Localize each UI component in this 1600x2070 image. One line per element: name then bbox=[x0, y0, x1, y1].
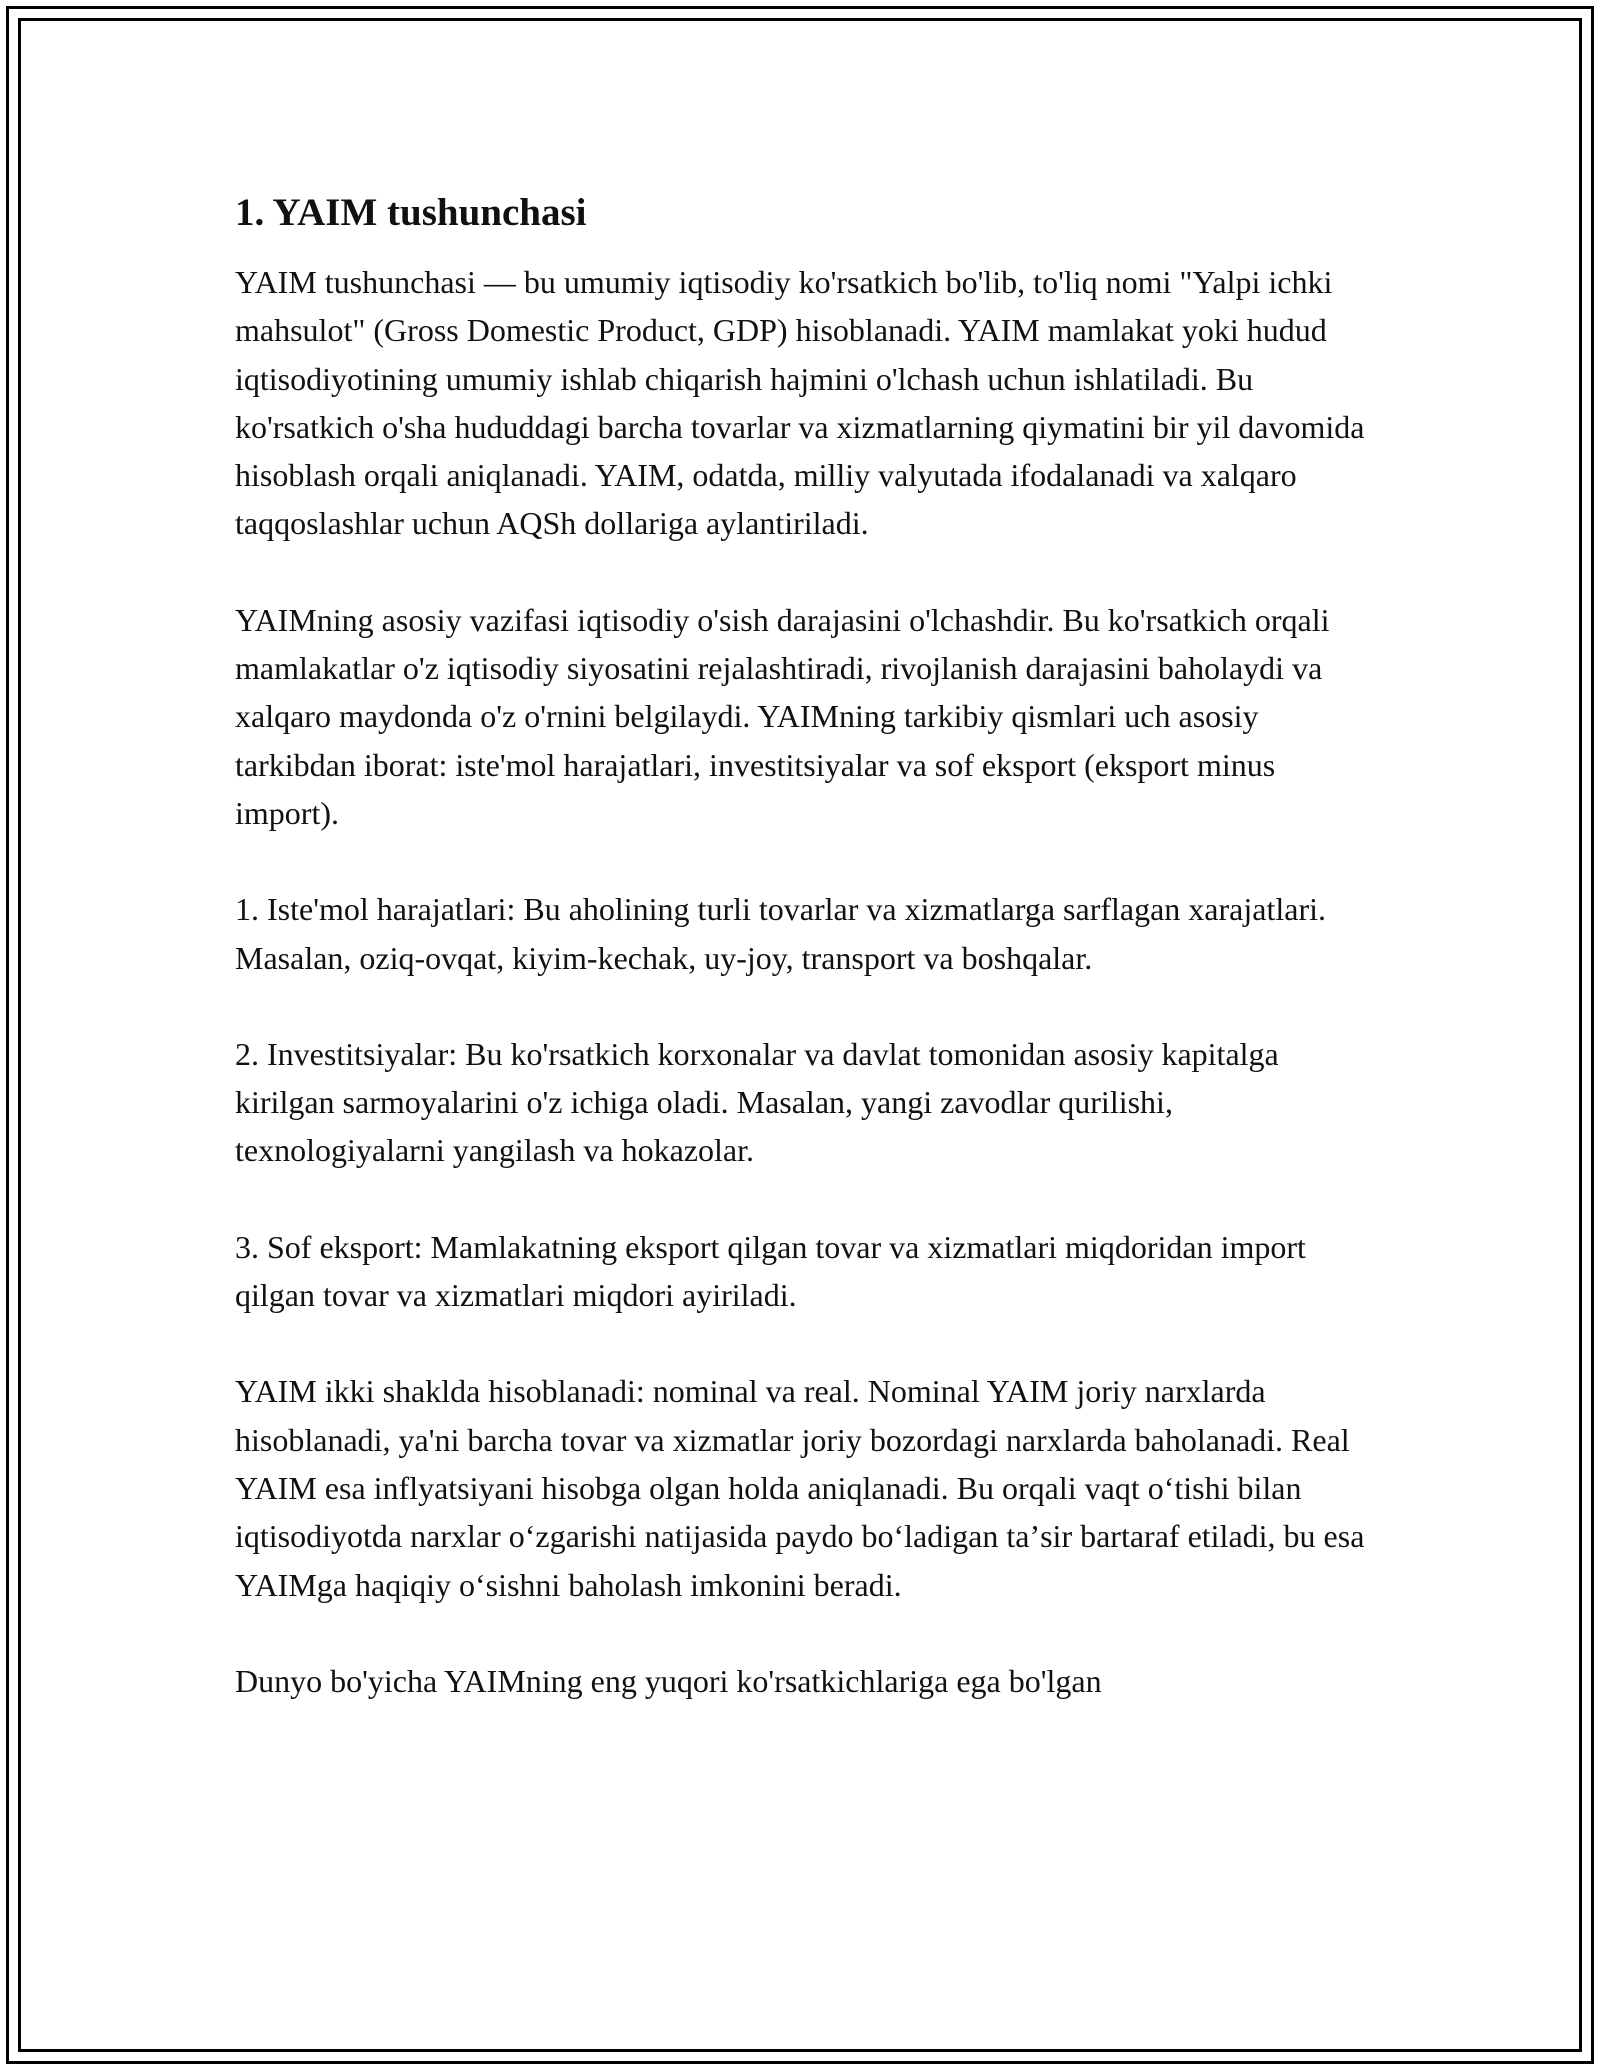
paragraph-nominal-real: YAIM ikki shaklda hisoblanadi: nominal va real. Nominal YAIM joriy narxlarda hisoblanadi, ya'ni barcha tovar va xizmatlar joriy bozordagi narxlarda baholanadi. Real YAIM esa inflyatsiyani hisobga olgan holda aniqlanadi. Bu orqali vaqt oʻtishi bilan iqtisodiyotda narxlar oʻzgarishi natijasida paydo boʻladigan taʼsir bartaraf etiladi, bu esa YAIMga haqiqiy oʻsishni baholash imkonini beradi. bbox=[235, 1373, 1365, 1603]
document-body bbox=[235, 188, 1365, 1705]
section-title: 1. YAIM tushunchasi bbox=[235, 191, 587, 234]
paragraph-investment: 2. Investitsiyalar: Bu ko'rsatkich korxonalar va davlat tomonidan asosiy kapitalga kirilgan sarmoyalarini o'z ichiga oladi. Masalan, yangi zavodlar qurilishi, texnologiyalarni yangilash va hokazolar. bbox=[235, 1035, 1279, 1169]
paragraph-consumption: 1. Iste'mol harajatlari: Bu aholining turli tovarlar va xizmatlarga sarflagan xarajatlari. Masalan, oziq-ovqat, kiyim-kechak, uy-joy, transport va boshqalar. bbox=[235, 891, 1326, 976]
paragraph-net-export: 3. Sof eksport: Mamlakatning eksport qilgan tovar va xizmatlari miqdoridan import qilgan tovar va xizmatlari miqdori ayiriladi. bbox=[235, 1228, 1306, 1314]
paragraph-world-ranking: Dunyo bo'yicha YAIMning eng yuqori ko'rsatkichlariga ega bo'lgan bbox=[235, 1662, 1102, 1699]
paragraph-purpose: YAIMning asosiy vazifasi iqtisodiy o'sish darajasini o'lchashdir. Bu ko'rsatkich orqali mamlakatlar o'z iqtisodiy siyosatini rejalashtiradi, rivojlanish darajasini baholaydi va xalqaro maydonda o'z o'rnini belgilaydi. YAIMning tarkibiy qismlari uch asosiy tarkibdan iborat: iste'mol harajatlari, investitsiyalar va sof eksport (eksport minus import). bbox=[235, 601, 1330, 831]
paragraph-definition: YAIM tushunchasi — bu umumiy iqtisodiy ko'rsatkich bo'lib, to'liq nomi "Yalpi ichki mahsulot" (Gross Domestic Product, GDP) hisoblanadi. YAIM mamlakat yoki hudud iqtisodiyotining umumiy ishlab chiqarish hajmini o'lchash uchun ishlatiladi. Bu ko'rsatkich o'sha hududdagi barcha tovarlar va xizmatlarning qiymatini bir yil davomida hisoblash orqali aniqlanadi. YAIM, odatda, milliy valyutada ifodalanadi va xalqaro taqqoslashlar uchun AQSh dollariga aylantiriladi. bbox=[235, 264, 1365, 542]
